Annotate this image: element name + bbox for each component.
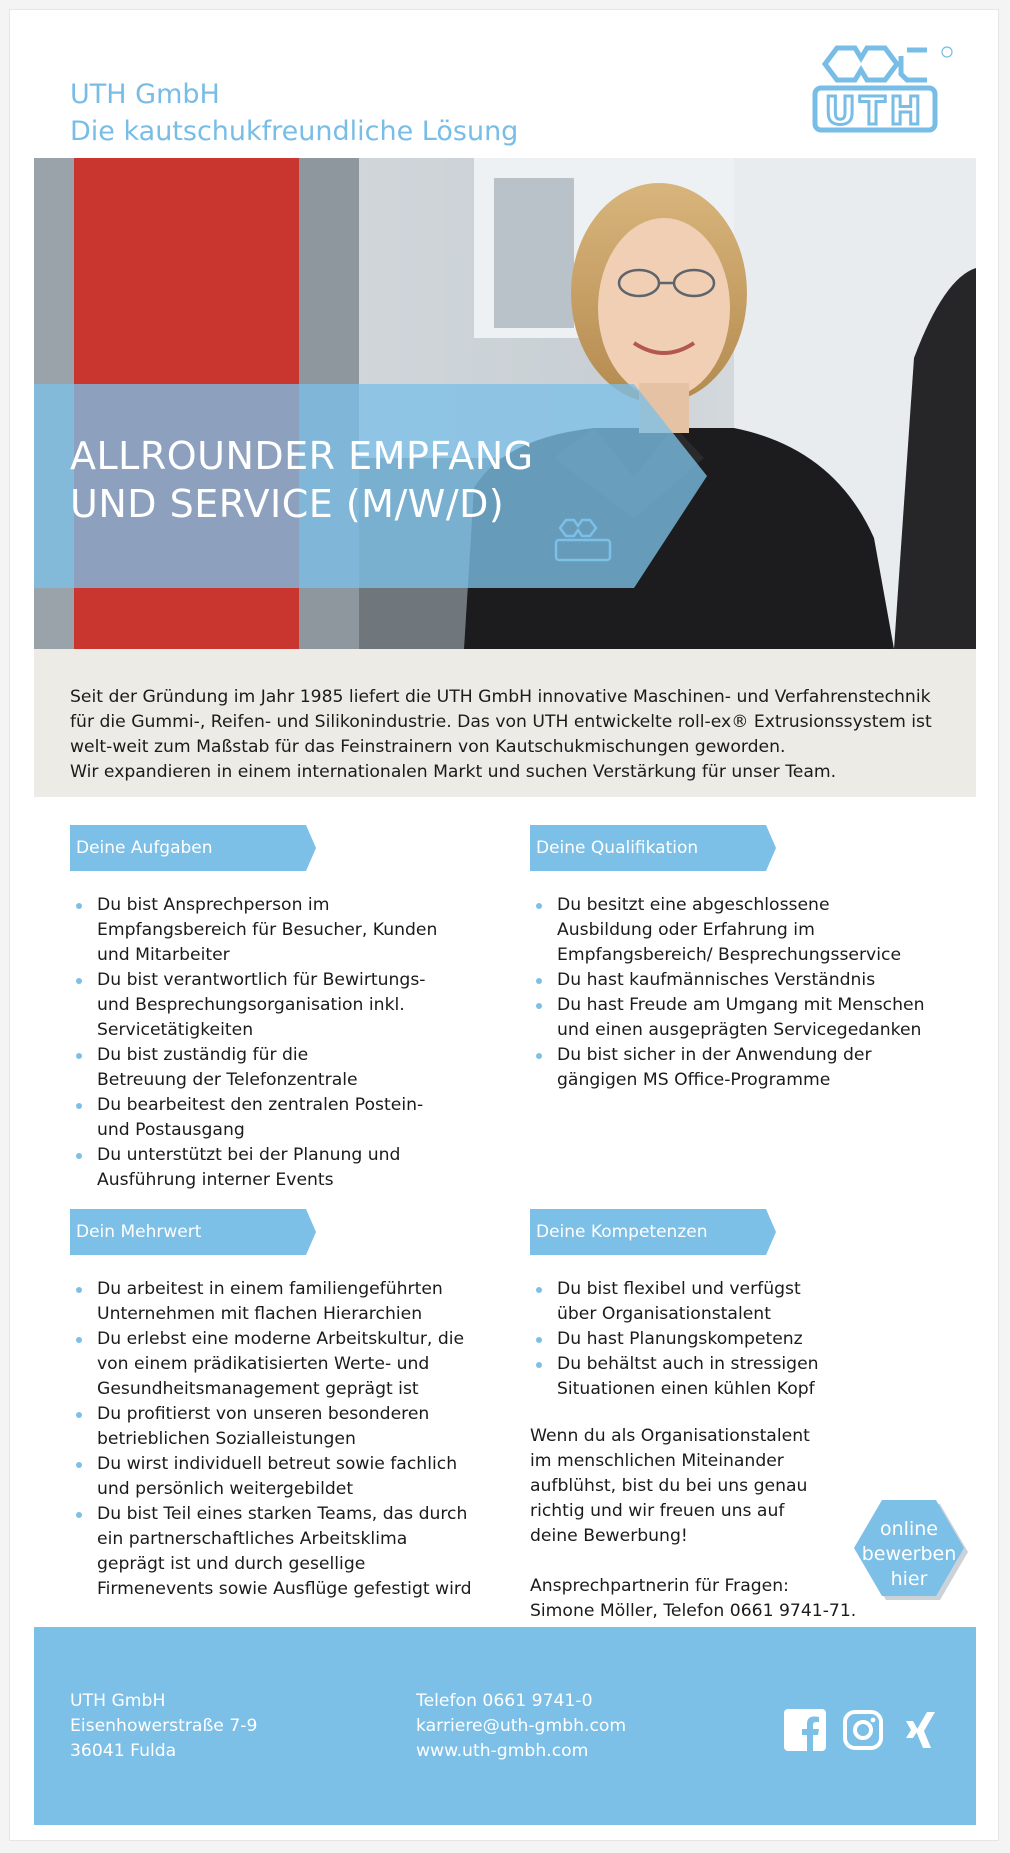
list-item: Du unterstützt bei der Planung und Ausführung interner Events: [70, 1143, 427, 1193]
xing-icon[interactable]: [900, 1709, 942, 1759]
list-item: Du behältst auch in stressigen Situationen einen kühlen Kopf: [530, 1352, 857, 1402]
intro-box: [34, 649, 976, 797]
section-mehrwert: [70, 1209, 490, 1602]
footer-email[interactable]: karriere@uth-gmbh.com: [416, 1716, 627, 1736]
section-qualifikation: [530, 825, 950, 1093]
section-label: Dein Mehrwert: [70, 1209, 306, 1255]
qualifikation-list: [530, 893, 950, 1093]
section-label: Deine Kompetenzen: [530, 1209, 766, 1255]
footer-web[interactable]: www.uth-gmbh.com: [416, 1741, 589, 1761]
list-item: Du besitzt eine abgeschlossene Ausbildung oder Erfahrung im Empfangsbereich/ Besprechungsservice: [530, 893, 927, 968]
list-item: Du bist Ansprechperson im Empfangsbereich für Besucher, Kunden und Mitarbeiter: [70, 893, 467, 968]
header-title: [70, 76, 518, 150]
list-item: Du bist verantwortlich für Bewirtungs- und Besprechungsorganisation inkl. Servicetätigkeiten: [70, 968, 427, 1043]
footer-street: Eisenhowerstraße 7-9: [70, 1716, 258, 1736]
intro-paragraph: Seit der Gründung im Jahr 1985 liefert die UTH GmbH innovative Maschinen- und Verfahrenstechnik für die Gummi-, Reifen- und Silikonindustrie. Das von UTH entwickelte roll-ex® Extrusionssystem ist welt-weit zum Maßstab für das Feinstrainern von Kautschukmischungen geworden.: [70, 687, 932, 757]
apply-line2: bewerben: [861, 1543, 957, 1565]
apply-line3: hier: [890, 1568, 928, 1590]
apply-line1: online: [880, 1518, 938, 1540]
facebook-icon[interactable]: [784, 1709, 826, 1759]
section-label: Deine Aufgaben: [70, 825, 306, 871]
footer-contact: [416, 1689, 626, 1764]
list-item: Du hast kaufmännisches Verständnis: [530, 968, 927, 993]
logo-lettering: UTH: [824, 89, 926, 133]
list-item: Du profitierst von unseren besonderen betrieblichen Sozialleistungen: [70, 1402, 437, 1452]
company-name: UTH GmbH: [70, 79, 220, 110]
job-title: [70, 432, 534, 528]
apply-online-button[interactable]: [854, 1498, 972, 1602]
job-title-line2: UND SERVICE (M/W/D): [70, 482, 505, 526]
footer-address: [70, 1689, 257, 1764]
company-tagline: Die kautschukfreundliche Lösung: [70, 116, 519, 147]
contact-person: Simone Möller, Telefon 0661 9741-71.: [530, 1601, 857, 1621]
closing-paragraph: Wenn du als Organisationstalent im menschlichen Miteinander aufblühst, bist du bei uns genau richtig und wir freuen uns auf deine Bewerbung!: [530, 1426, 810, 1546]
list-item: Du hast Planungskompetenz: [530, 1327, 887, 1352]
list-item: Du arbeitest in einem familiengeführten Unternehmen mit flachen Hierarchien: [70, 1277, 467, 1327]
footer-phone: Telefon 0661 9741-0: [416, 1691, 593, 1711]
hero-illustration: [34, 158, 976, 649]
contact-label: Ansprechpartnerin für Fragen:: [530, 1576, 789, 1596]
footer-company: UTH GmbH: [70, 1691, 166, 1711]
intro-paragraph-2: Wir expandieren in einem internationalen Markt und suchen Verstärkung für unser Team.: [70, 762, 837, 782]
apply-label: [854, 1517, 964, 1592]
footer: [34, 1627, 976, 1825]
list-item: Du bist flexibel und verfügst über Organisationstalent: [530, 1277, 837, 1327]
list-item: Du bist zuständig für die Betreuung der Telefonzentrale: [70, 1043, 397, 1093]
registered-mark: [942, 47, 952, 57]
list-item: Du bist Teil eines starken Teams, das durch ein partnerschaftliches Arbeitsklima geprägt ist und durch gesellige Firmenevents sowie Ausflüge gefestigt wird: [70, 1502, 477, 1602]
hero-photo: [34, 158, 976, 649]
list-item: Du bist sicher in der Anwendung der gängigen MS Office-Programme: [530, 1043, 887, 1093]
kompetenzen-list: [530, 1277, 950, 1402]
aufgaben-list: [70, 893, 490, 1193]
section-kompetenzen: [530, 1209, 950, 1402]
instagram-icon[interactable]: [842, 1709, 884, 1759]
section-aufgaben: [70, 825, 490, 1193]
mehrwert-list: [70, 1277, 490, 1602]
job-ad-page: [9, 9, 999, 1841]
footer-city: 36041 Fulda: [70, 1741, 177, 1761]
list-item: Du wirst individuell betreut sowie fachlich und persönlich weitergebildet: [70, 1452, 467, 1502]
list-item: Du erlebst eine moderne Arbeitskultur, die von einem prädikatisierten Werte- und Gesundheitsmanagement geprägt ist: [70, 1327, 467, 1402]
section-label: Deine Qualifikation: [530, 825, 766, 871]
list-item: Du hast Freude am Umgang mit Menschen und einen ausgeprägten Servicegedanken: [530, 993, 927, 1043]
list-item: Du bearbeitest den zentralen Postein- und Postausgang: [70, 1093, 427, 1143]
job-title-line1: ALLROUNDER EMPFANG: [70, 434, 534, 478]
uth-logo: [803, 36, 953, 146]
